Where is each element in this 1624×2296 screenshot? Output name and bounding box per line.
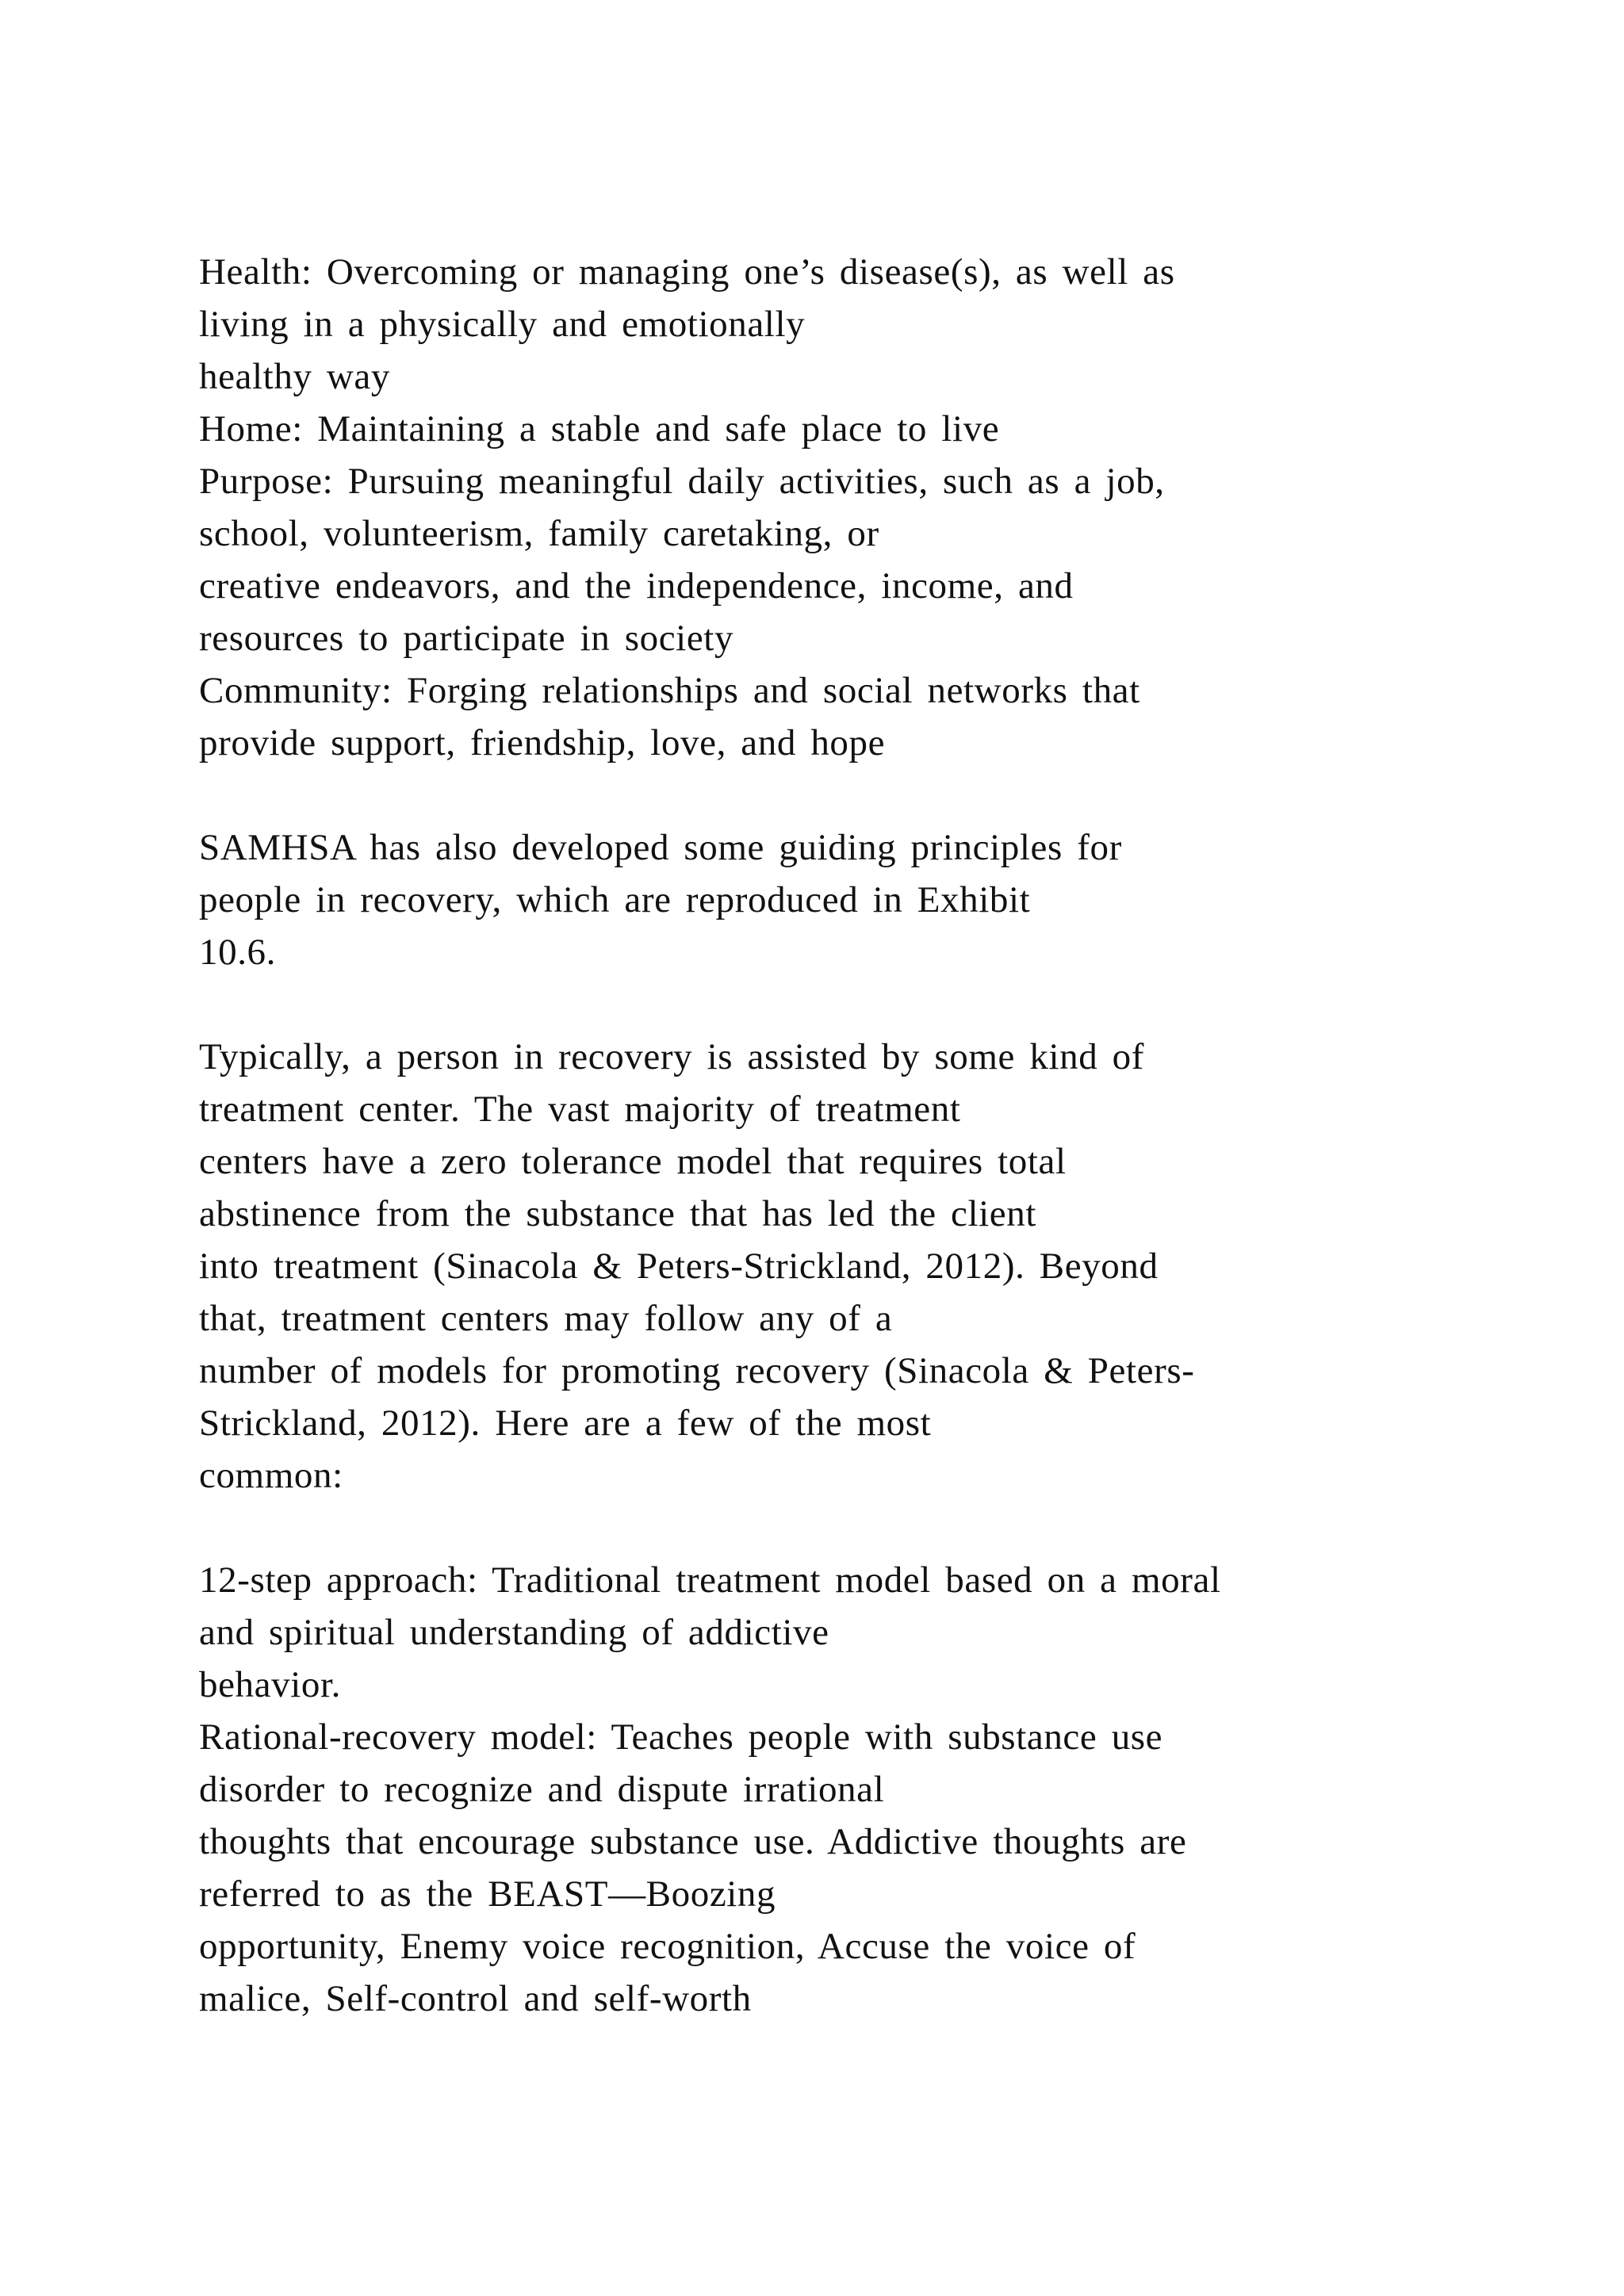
text-line: centers have a zero tolerance model that requires total	[199, 1141, 1067, 1182]
text-line: school, volunteerism, family caretaking, or	[199, 513, 879, 554]
text-line: common:	[199, 1455, 343, 1496]
text-line: thoughts that encourage substance use. Addictive thoughts are	[199, 1821, 1187, 1862]
text-line: Strickland, 2012). Here are a few of the most	[199, 1402, 932, 1444]
text-line: resources to participate in society	[199, 618, 734, 659]
text-line: treatment center. The vast majority of treatment	[199, 1089, 961, 1130]
text-line: Purpose: Pursuing meaningful daily activities, such as a job,	[199, 461, 1165, 502]
text-line: people in recovery, which are reproduced in Exhibit	[199, 879, 1031, 920]
text-line: Rational-recovery model: Teaches people with substance use	[199, 1716, 1163, 1758]
text-line: living in a physically and emotionally	[199, 304, 806, 345]
text-line: that, treatment centers may follow any of a	[199, 1298, 893, 1339]
text-line: provide support, friendship, love, and hope	[199, 722, 886, 763]
paragraph-gap	[199, 978, 1595, 1031]
text-line: behavior.	[199, 1664, 341, 1705]
body-text	[199, 246, 1595, 2025]
text-line: SAMHSA has also developed some guiding principles for	[199, 827, 1122, 868]
text-line: and spiritual understanding of addictive	[199, 1612, 829, 1653]
text-line: Health: Overcoming or managing one’s disease(s), as well as	[199, 251, 1175, 293]
text-line: number of models for promoting recovery (Sinacola & Peters-	[199, 1350, 1195, 1391]
text-line: referred to as the BEAST—Boozing	[199, 1873, 776, 1915]
text-line: Community: Forging relationships and social networks that	[199, 670, 1140, 711]
text-line: Home: Maintaining a stable and safe place to live	[199, 408, 1000, 450]
text-line: disorder to recognize and dispute irrational	[199, 1769, 885, 1810]
paragraph-gap	[199, 769, 1595, 821]
text-line: into treatment (Sinacola & Peters-Strickland, 2012). Beyond	[199, 1246, 1159, 1287]
text-line: Typically, a person in recovery is assisted by some kind of	[199, 1036, 1145, 1077]
text-line: opportunity, Enemy voice recognition, Accuse the voice of	[199, 1926, 1136, 1967]
text-line: 10.6.	[199, 932, 276, 973]
paragraph-gap	[199, 1502, 1595, 1554]
text-line: creative endeavors, and the independence, income, and	[199, 565, 1074, 607]
text-line: healthy way	[199, 356, 390, 397]
text-line: abstinence from the substance that has led the client	[199, 1193, 1037, 1234]
text-line: 12-step approach: Traditional treatment model based on a moral	[199, 1559, 1221, 1601]
text-line: malice, Self-control and self-worth	[199, 1978, 752, 2019]
